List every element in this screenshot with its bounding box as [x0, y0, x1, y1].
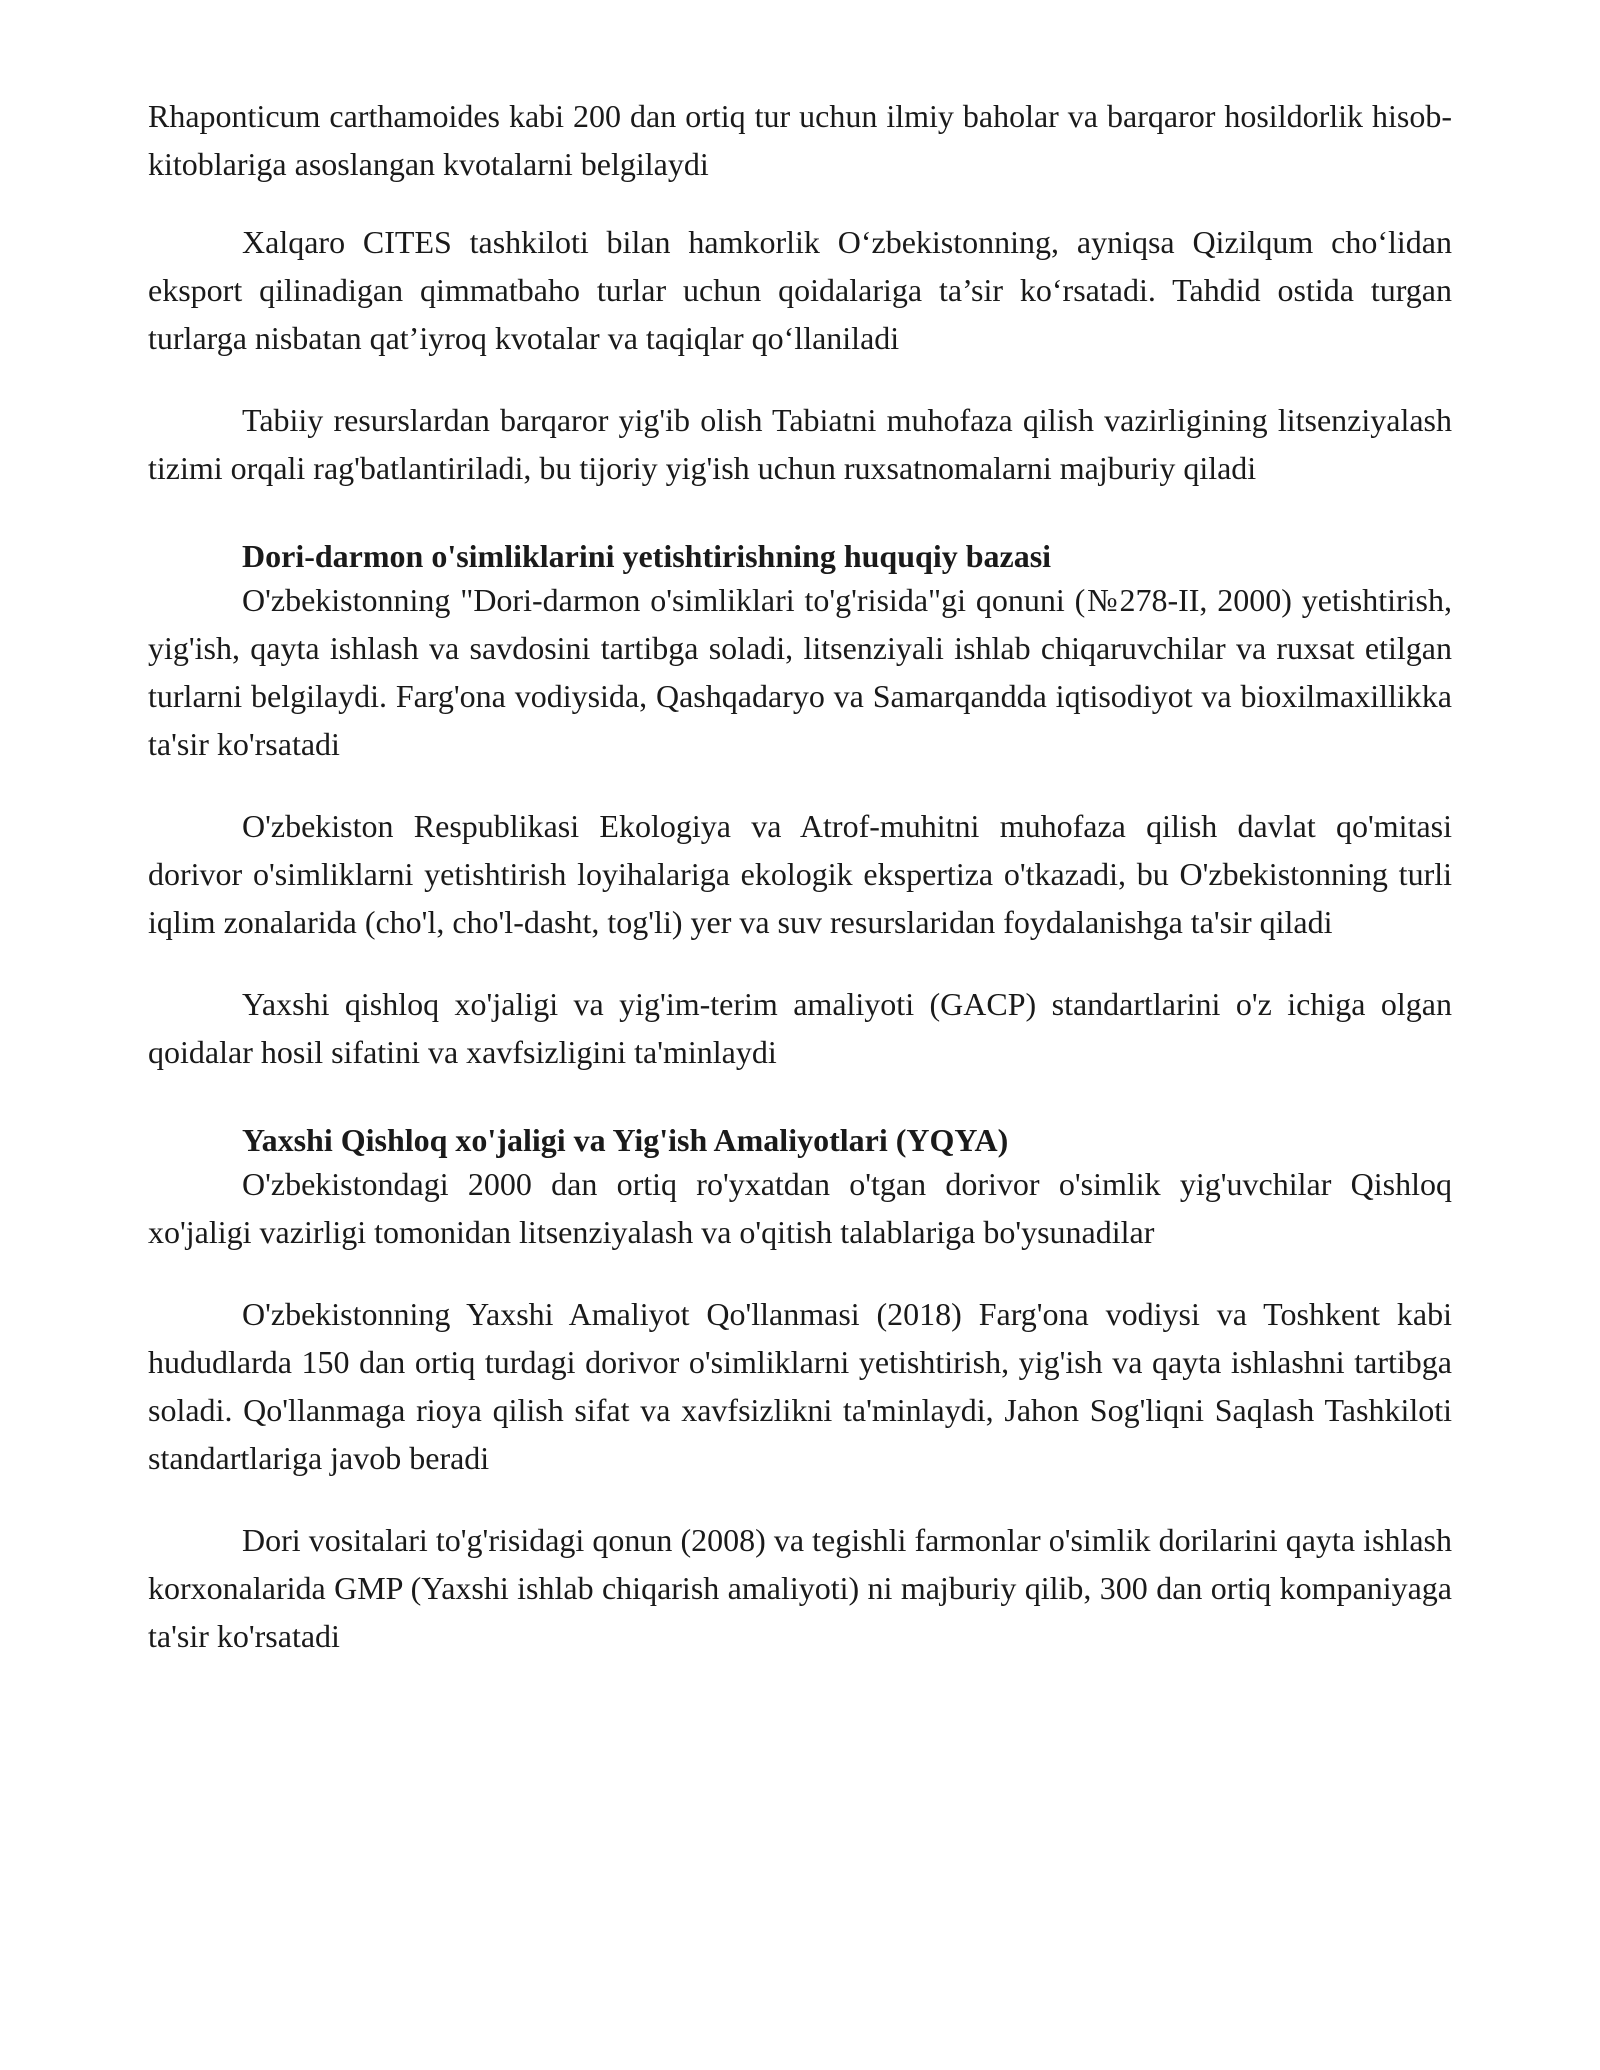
section-heading-yqya: Yaxshi Qishloq xo'jaligi va Yig'ish Amaliyotlari (YQYA) [242, 1122, 1009, 1158]
paragraph-medicines-law-gmp: Dori vositalari to'g'risidagi qonun (2008) va tegishli farmonlar o'simlik dorilarini qayta ishlash korxonalarida GMP (Yaxshi ishlab chiqarish amaliyoti) ni majburiy qilib, 300 dan ortiq kompaniyaga ta'sir ko'rsatadi [148, 1522, 1452, 1654]
paragraph-ecology-committee: O'zbekiston Respublikasi Ekologiya va Atrof-muhitni muhofaza qilish davlat qo'mitasi dorivor o'simliklarni yetishtirish loyihalariga ekologik ekspertiza o'tkazadi, bu O'zbekistonning turli iqlim zonalarida (cho'l, cho'l-dasht, tog'li) yer va suv resurslaridan foydalanishga ta'sir qiladi [148, 808, 1452, 940]
paragraph-good-practice-manual: O'zbekistonning Yaxshi Amaliyot Qo'llanmasi (2018) Farg'ona vodiysi va Toshkent kabi hududlarda 150 dan ortiq turdagi dorivor o'simliklarni yetishtirish, yig'ish va qayta ishlashni tartibga soladi. Qo'llanmaga rioya qilish sifat va xavfsizlikni ta'minlaydi, Jahon Sog'liqni Saqlash Tashkiloti standartlariga javob beradi [148, 1296, 1452, 1476]
paragraph-gacp-standards: Yaxshi qishloq xo'jaligi va yig'im-terim amaliyoti (GACP) standartlarini o'z ichiga olgan qoidalar hosil sifatini va xavfsizligini ta'minlaydi [148, 986, 1452, 1070]
paragraph-rhaponticum-quotas: Rhaponticum carthamoides kabi 200 dan ortiq tur uchun ilmiy baholar va barqaror hosildorlik hisob-kitoblariga asoslangan kvotalarni belgilaydi [148, 98, 1452, 182]
paragraph-cites-cooperation: Xalqaro CITES tashkiloti bilan hamkorlik O‘zbekistonning, ayniqsa Qizilqum cho‘lidan eksport qilinadigan qimmatbaho turlar uchun qoidalariga ta’sir ko‘rsatadi. Tahdid ostida turgan turlarga nisbatan qat’iyroq kvotalar va taqiqlar qo‘llaniladi [148, 224, 1452, 356]
document-page [148, 92, 1452, 1694]
paragraph-registered-collectors: O'zbekistondagi 2000 dan ortiq ro'yxatdan o'tgan dorivor o'simlik yig'uvchilar Qishloq xo'jaligi vazirligi tomonidan litsenziyalash va o'qitish talablariga bo'ysunadilar [148, 1166, 1452, 1250]
paragraph-medicinal-plants-law: O'zbekistonning "Dori-darmon o'simliklari to'g'risida"gi qonuni (№278-II, 2000) yetishtirish, yig'ish, qayta ishlash va savdosini tartibga soladi, litsenziyali ishlab chiqaruvchilar va ruxsat etilgan turlarni belgilaydi. Farg'ona vodiysida, Qashqadaryo va Samarqandda iqtisodiyot va bioxilmaxillikka ta'sir ko'rsatadi [148, 582, 1452, 762]
section-heading-legal-basis: Dori-darmon o'simliklarini yetishtirishning huquqiy bazasi [242, 538, 1052, 574]
paragraph-sustainable-harvest: Tabiiy resurslardan barqaror yig'ib olish Tabiatni muhofaza qilish vazirligining litsenziyalash tizimi orqali rag'batlantiriladi, bu tijoriy yig'ish uchun ruxsatnomalarni majburiy qiladi [148, 402, 1452, 486]
